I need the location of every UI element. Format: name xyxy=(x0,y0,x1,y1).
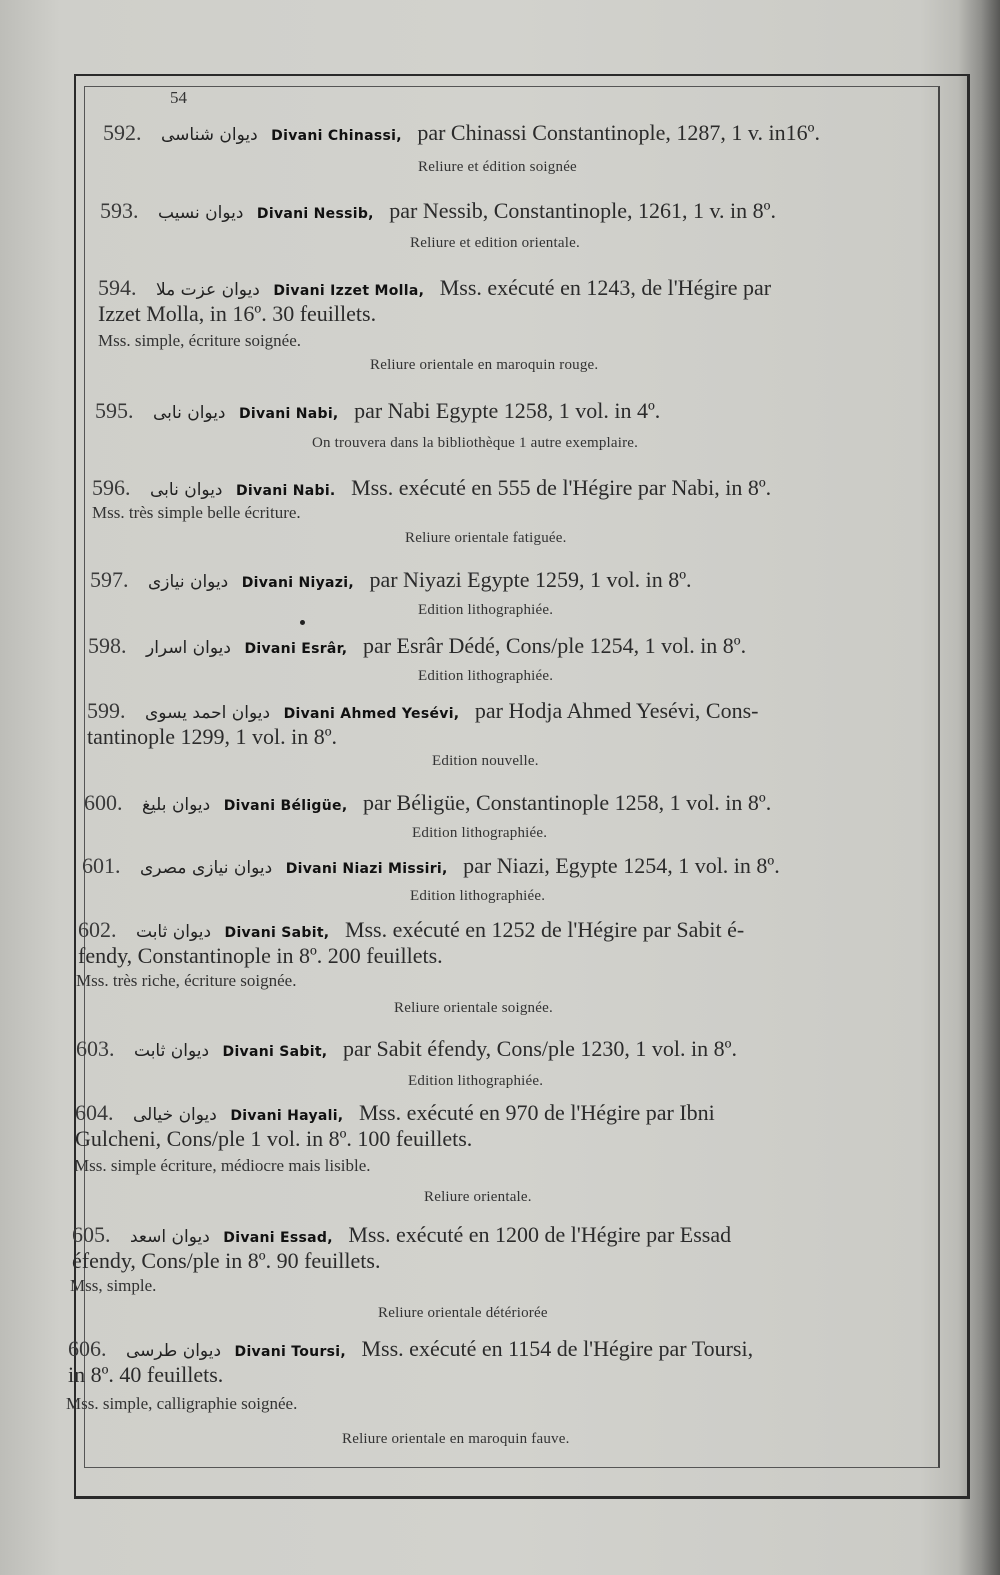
entry-number: 596. xyxy=(92,475,131,500)
entry-number: 592. xyxy=(103,120,142,145)
binding-note: Reliure orientale soignée. xyxy=(394,1000,553,1016)
arabic-title: ديوان شناسى xyxy=(161,125,258,145)
entry-description: par Esrâr Dédé, Cons/ple 1254, 1 vol. in 8º. xyxy=(362,633,747,658)
entry-title: Divani Niyazi, xyxy=(241,575,354,591)
entry-heading xyxy=(78,917,744,946)
entry-description: Mss. exécuté en 555 de l'Hégire par Nabi, in 8º. xyxy=(351,475,772,500)
manuscript-note: Mss, simple. xyxy=(70,1276,157,1295)
entry-title: Divani Sabit, xyxy=(222,1044,328,1060)
entry-title: Divani Nabi, xyxy=(239,406,339,422)
entry-heading xyxy=(84,790,771,819)
entry-number: 595. xyxy=(95,398,134,423)
entry-heading xyxy=(75,1100,715,1129)
entry-number: 601. xyxy=(82,853,121,878)
binding-note: Edition nouvelle. xyxy=(432,753,539,769)
entry-description-continued: éfendy, Cons/ple in 8º. 90 feuillets. xyxy=(72,1248,381,1273)
entry-number: 594. xyxy=(98,275,137,300)
entry-description-continued: tantinople 1299, 1 vol. in 8º. xyxy=(87,724,338,749)
entry-title: Divani Hayali, xyxy=(230,1108,344,1124)
binding-note: Edition lithographiée. xyxy=(410,888,546,904)
arabic-title: ديوان خيالى xyxy=(133,1105,217,1125)
binding-note: Reliure et edition orientale. xyxy=(410,235,580,251)
entry-description: par Niyazi Egypte 1259, 1 vol. in 8º. xyxy=(369,567,692,592)
entry-number: 599. xyxy=(87,698,126,723)
binding-note: Reliure orientale. xyxy=(424,1189,532,1205)
binding-note: On trouvera dans la bibliothèque 1 autre exemplaire. xyxy=(312,435,639,451)
arabic-title: ديوان ثابت xyxy=(134,1041,210,1061)
arabic-title: ديوان نابى xyxy=(153,403,226,423)
entry-description-continued: Gulcheni, Cons/ple 1 vol. in 8º. 100 feuillets. xyxy=(75,1126,473,1151)
entry-title: Divani Toursi, xyxy=(234,1344,346,1360)
entry-description-continued: in 8º. 40 feuillets. xyxy=(68,1362,224,1387)
binding-shadow xyxy=(958,0,1000,1575)
arabic-title: ديوان عزت ملا xyxy=(156,280,260,300)
manuscript-note: Mss. très simple belle écriture. xyxy=(92,503,301,522)
entry-description: Mss. exécuté en 1252 de l'Hégire par Sabit é- xyxy=(344,917,745,942)
entry-heading xyxy=(90,567,692,596)
entry-number: 593. xyxy=(100,198,139,223)
page-number: 54 xyxy=(170,88,187,107)
entry-heading xyxy=(87,698,758,727)
entry-number: 598. xyxy=(88,633,127,658)
entry-title: Divani Izzet Molla, xyxy=(273,283,425,299)
entry-number: 605. xyxy=(72,1222,111,1247)
binding-note: Edition lithographiée. xyxy=(412,825,548,841)
entry-heading xyxy=(98,275,771,304)
entry-description-continued: Izzet Molla, in 16º. 30 feuillets. xyxy=(98,301,377,326)
arabic-title: ديوان نيازى xyxy=(148,572,229,592)
entry-description-continued: fendy, Constantinople in 8º. 200 feuillets. xyxy=(78,943,443,968)
manuscript-note: Mss. simple, écriture soignée. xyxy=(98,331,302,350)
arabic-title: ديوان احمد يسوى xyxy=(145,703,271,723)
entry-title: Divani Esrâr, xyxy=(244,641,348,657)
entry-title: Divani Béligüe, xyxy=(223,798,348,814)
entry-number: 606. xyxy=(68,1336,107,1361)
entry-heading xyxy=(88,633,746,662)
entry-description: Mss. exécuté en 1243, de l'Hégire par xyxy=(439,275,772,300)
entry-title: Divani Nessib, xyxy=(256,206,374,222)
entry-description: par Sabit éfendy, Cons/ple 1230, 1 vol. in 8º. xyxy=(342,1036,737,1061)
entry-description: par Nabi Egypte 1258, 1 vol. in 4º. xyxy=(354,398,661,423)
entry-title: Divani Sabit, xyxy=(224,925,330,941)
manuscript-note: Mss. simple écriture, médiocre mais lisible. xyxy=(74,1156,371,1175)
entry-title: Divani Essad, xyxy=(223,1230,333,1246)
entry-description: Mss. exécuté en 1200 de l'Hégire par Essad xyxy=(348,1222,732,1247)
entry-heading xyxy=(92,475,771,504)
arabic-title: ديوان نسيب xyxy=(158,203,244,223)
entry-title: Divani Nabi. xyxy=(236,483,336,499)
entry-title: Divani Chinassi, xyxy=(271,128,402,144)
entry-number: 600. xyxy=(84,790,123,815)
entry-title: Divani Ahmed Yesévi, xyxy=(283,706,460,722)
entry-heading xyxy=(68,1336,753,1365)
arabic-title: ديوان نيازى مصرى xyxy=(140,858,273,878)
entry-number: 597. xyxy=(90,567,129,592)
binding-note: Reliure orientale en maroquin rouge. xyxy=(370,357,599,373)
binding-note: Reliure orientale en maroquin fauve. xyxy=(342,1431,570,1447)
entry-title: Divani Niazi Missiri, xyxy=(285,861,448,877)
arabic-title: ديوان اسرار xyxy=(146,638,231,658)
entry-number: 604. xyxy=(75,1100,114,1125)
manuscript-note: Mss. simple, calligraphie soignée. xyxy=(66,1394,298,1413)
entry-heading xyxy=(76,1036,737,1065)
entry-description: par Niazi, Egypte 1254, 1 vol. in 8º. xyxy=(463,853,780,878)
entry-number: 603. xyxy=(76,1036,115,1061)
binding-note: Edition lithographiée. xyxy=(418,602,554,618)
arabic-title: ديوان اسعد xyxy=(130,1227,210,1247)
entry-description: Mss. exécuté en 970 de l'Hégire par Ibni xyxy=(358,1100,715,1125)
entry-number: 602. xyxy=(78,917,117,942)
entry-description: par Béligüe, Constantinople 1258, 1 vol. in 8º. xyxy=(362,790,772,815)
entry-heading xyxy=(100,198,776,227)
binding-note: Reliure orientale fatiguée. xyxy=(405,530,567,546)
arabic-title: ديوان نابى xyxy=(150,480,223,500)
manuscript-note: Mss. très riche, écriture soignée. xyxy=(76,971,297,990)
binding-note: Edition lithographiée. xyxy=(418,668,554,684)
entry-description: Mss. exécuté en 1154 de l'Hégire par Toursi, xyxy=(361,1336,754,1361)
arabic-title: ديوان طرسى xyxy=(126,1341,222,1361)
binding-note: Reliure orientale détériorée xyxy=(378,1305,548,1321)
entry-description: par Hodja Ahmed Yesévi, Cons- xyxy=(474,698,759,723)
entry-heading xyxy=(103,120,820,149)
arabic-title: ديوان بليغ xyxy=(142,795,211,815)
arabic-title: ديوان ثابت xyxy=(136,922,212,942)
entry-heading xyxy=(95,398,660,427)
entry-heading xyxy=(72,1222,731,1251)
ink-speck xyxy=(300,620,305,625)
entry-heading xyxy=(82,853,780,882)
entry-description: par Chinassi Constantinople, 1287, 1 v. in16º. xyxy=(417,120,820,145)
entry-description: par Nessib, Constantinople, 1261, 1 v. in 8º. xyxy=(389,198,776,223)
binding-note: Reliure et édition soignée xyxy=(418,159,577,175)
binding-note: Edition lithographiée. xyxy=(408,1073,544,1089)
